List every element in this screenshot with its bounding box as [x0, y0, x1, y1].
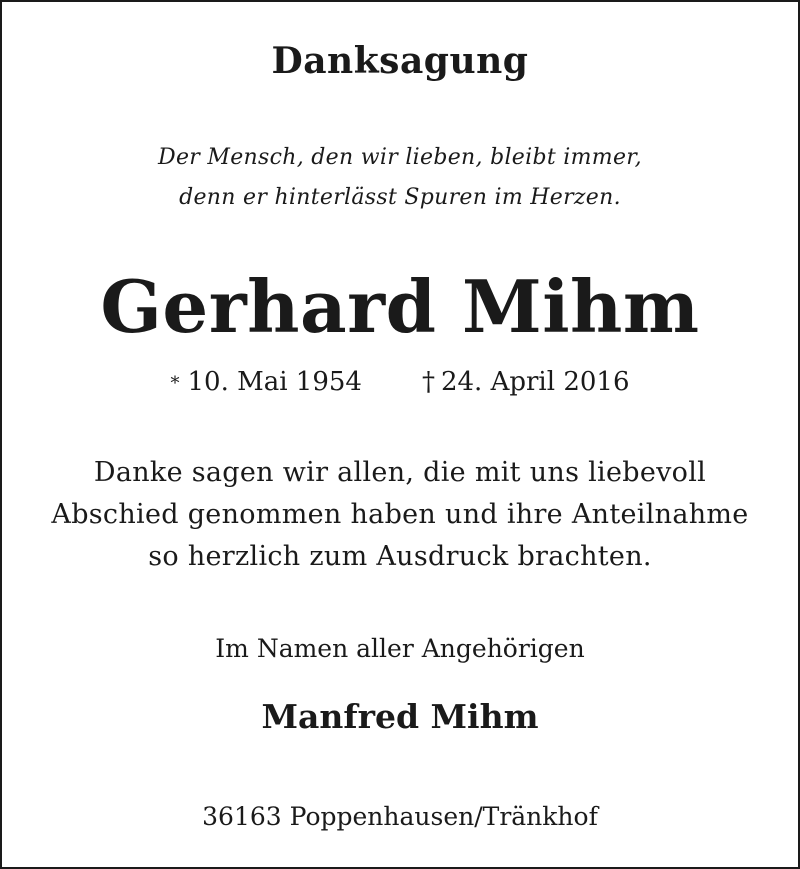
quote-line-2: denn er hinterlässt Spuren im Herzen. [179, 185, 621, 210]
birth-star-icon: * [170, 372, 180, 394]
thanks-line-2: Abschied genommen haben und ihre Anteilnahme [51, 499, 749, 530]
death-date: 24. April 2016 [440, 367, 630, 397]
birth-date-group [170, 367, 361, 397]
signer-name: Manfred Mihm [261, 697, 539, 736]
on-behalf-text: Im Namen aller Angehörigen [215, 634, 585, 663]
heading-title: Danksagung [271, 40, 529, 82]
thanks-line-3: so herzlich zum Ausdruck brachten. [148, 541, 652, 572]
thanks-line-1: Danke sagen wir allen, die mit uns liebevoll [93, 457, 707, 488]
death-cross-icon: † [421, 367, 435, 397]
birth-date: 10. Mai 1954 [187, 367, 362, 397]
death-date-group [422, 367, 630, 397]
address: 36163 Poppenhausen/Tränkhof [202, 802, 598, 831]
quote-line-1: Der Mensch, den wir lieben, bleibt immer, [158, 145, 642, 170]
life-dates [2, 367, 798, 397]
deceased-name: Gerhard Mihm [100, 264, 700, 349]
